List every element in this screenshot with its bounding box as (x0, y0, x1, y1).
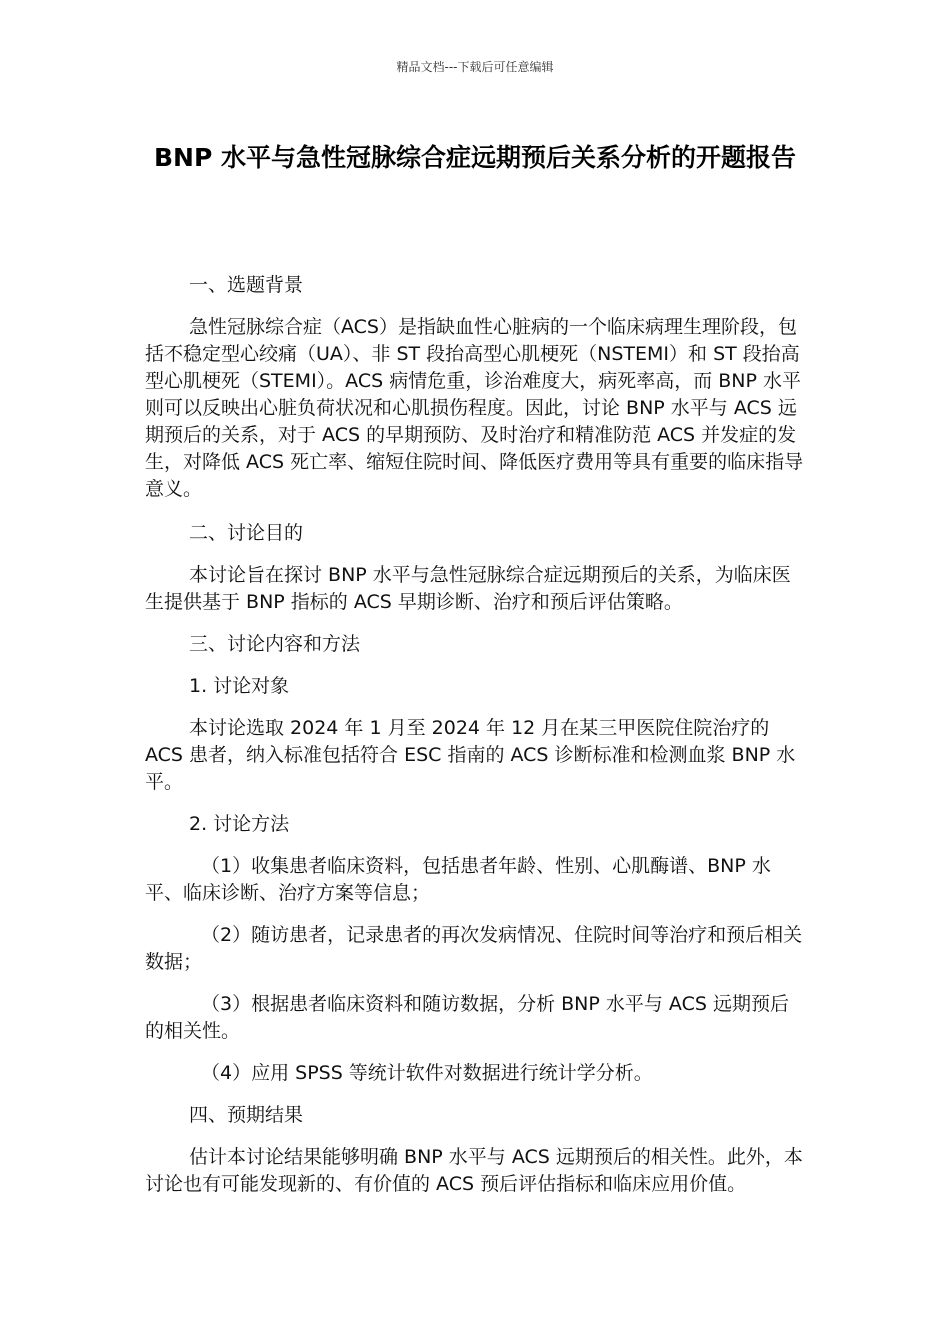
section-heading-expected-results: 四、预期结果 (189, 1104, 304, 1126)
section-heading-background: 一、选题背景 (189, 274, 304, 296)
paragraph-subjects: 本讨论选取 2024 年 1 月至 2024 年 12 月在某三甲医院住院治疗的 ACS 患者，纳入标准包括符合 ESC 指南的 ACS 诊断标准和检测血浆 BNP 水平。 (145, 717, 796, 793)
document-title: BNP 水平与急性冠脉综合症远期预后关系分析的开题报告 (153, 143, 796, 172)
subheading-methods: 2. 讨论方法 (189, 813, 290, 835)
paragraph-background: 急性冠脉综合症（ACS）是指缺血性心脏病的一个临床病理生理阶段，包括不稳定型心绞痛（UA）、非 ST 段抬高型心肌梗死（NSTEMI）和 ST 段抬高型心肌梗死（STEMI）。ACS 病情危重，诊治难度大，病死率高，而 BNP 水平则可以反映出心脏负荷状况和心肌损伤程度。因此，讨论 BNP 水平与 ACS 远期预后的关系，对于 ACS 的早期预防、及时治疗和精准防范 ACS 并发症的发生，对降低 ACS 死亡率、缩短住院时间、降低医疗费用等具有重要的临床指导意义。 (145, 316, 804, 500)
header-watermark: 精品文档---下载后可任意编辑 (396, 60, 554, 74)
method-item-2: （2）随访患者，记录患者的再次发病情况、住院时间等治疗和预后相关数据； (145, 924, 803, 973)
paragraph-purpose: 本讨论旨在探讨 BNP 水平与急性冠脉综合症远期预后的关系，为临床医生提供基于 BNP 指标的 ACS 早期诊断、治疗和预后评估策略。 (145, 564, 791, 613)
method-item-4: （4）应用 SPSS 等统计软件对数据进行统计学分析。 (201, 1062, 653, 1084)
method-item-3: （3）根据患者临床资料和随访数据，分析 BNP 水平与 ACS 远期预后的相关性。 (145, 993, 789, 1042)
section-heading-purpose: 二、讨论目的 (189, 522, 304, 544)
subheading-subjects: 1. 讨论对象 (189, 675, 290, 697)
method-item-1: （1）收集患者临床资料，包括患者年龄、性别、心肌酶谱、BNP 水平、临床诊断、治疗方案等信息； (145, 855, 771, 904)
paragraph-expected-results: 估计本讨论结果能够明确 BNP 水平与 ACS 远期预后的相关性。此外，本讨论也有可能发现新的、有价值的 ACS 预后评估指标和临床应用价值。 (145, 1146, 803, 1195)
section-heading-content-methods: 三、讨论内容和方法 (189, 633, 361, 655)
